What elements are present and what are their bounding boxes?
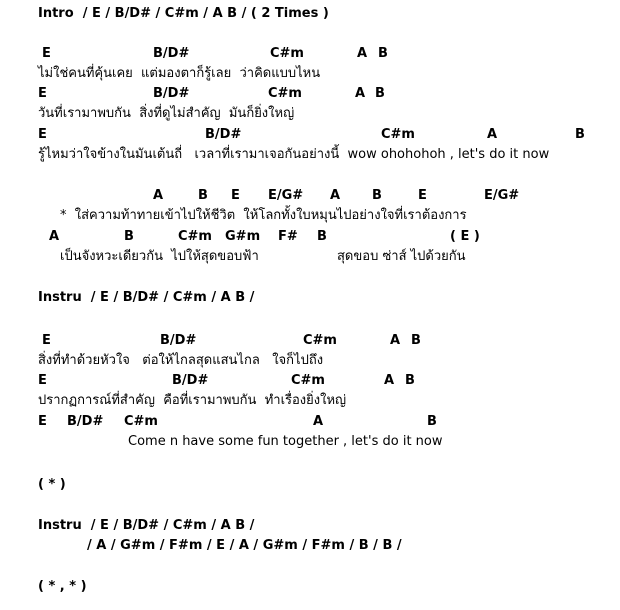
lyric-text: * ใส่ความท้าทายเข้าไปให้ชีวิต ให้โลกทั้งใบหมุนไปอย่างใจที่เราต้องการ xyxy=(60,208,467,223)
chord: A xyxy=(357,46,368,61)
chord: E/G# xyxy=(484,188,520,203)
lyric-text: เป็นจังหวะเดียวกัน ไปให้สุดขอบฟ้า xyxy=(60,249,259,264)
verse1-line1-lyric xyxy=(0,64,620,84)
chord: A xyxy=(49,229,60,244)
intro-label: Intro / E / B/D# / C#m / A B / ( 2 Times ) xyxy=(38,6,329,21)
chord: E xyxy=(418,188,427,203)
chord: A xyxy=(390,333,401,348)
chord: E xyxy=(231,188,240,203)
chord: B/D# xyxy=(172,373,209,388)
chord: C#m xyxy=(381,127,415,142)
verse2-line3-chords xyxy=(0,412,620,432)
lyric-text: วันที่เรามาพบกัน สิ่งที่ดูไม่สำคัญ มันก็ยิ่งใหญ่ xyxy=(38,106,295,121)
chord: G#m xyxy=(225,229,261,244)
lyric-text: รู้ไหมว่าใจข้างในมันเต้นถี่ เวลาที่เรามาเจอกันอย่างนี้ wow ohohohoh , let's do it now xyxy=(38,147,550,162)
repeat1-line xyxy=(0,475,620,495)
chord: E/G# xyxy=(268,188,304,203)
chord: E xyxy=(38,373,47,388)
chord: B xyxy=(375,86,385,101)
verse2-line2-chords xyxy=(0,371,620,391)
chord: E xyxy=(38,86,47,101)
lyric-text: สิ่งที่ทำด้วยหัวใจ ต่อให้ไกลสุดแสนไกล ใจก็ไปถึง xyxy=(38,353,324,368)
chord: B xyxy=(372,188,382,203)
repeat-marker: ( * , * ) xyxy=(38,579,87,594)
instru2-line1 xyxy=(0,516,620,536)
verse2-line1-lyric xyxy=(0,351,620,371)
verse2-line1-chords xyxy=(0,331,620,351)
lyric-text: ปรากฏการณ์ที่สำคัญ คือที่เรามาพบกัน ทำเรื่องยิ่งใหญ่ xyxy=(38,393,347,408)
chord: B xyxy=(411,333,421,348)
chord: B xyxy=(378,46,388,61)
chord: A xyxy=(153,188,164,203)
chord: E xyxy=(42,333,51,348)
chord: E xyxy=(38,127,47,142)
verse1-line3-chords xyxy=(0,125,620,145)
chorus-line1-lyric xyxy=(0,206,620,226)
verse1-line2-lyric xyxy=(0,104,620,124)
chord: B/D# xyxy=(153,46,190,61)
chord: C#m xyxy=(124,414,158,429)
repeat-marker: ( * ) xyxy=(38,477,66,492)
chord: A xyxy=(313,414,324,429)
repeat2-line xyxy=(0,577,620,597)
chord: B xyxy=(124,229,134,244)
chord: C#m xyxy=(291,373,325,388)
verse1-line1-chords xyxy=(0,44,620,64)
chord: F# xyxy=(278,229,298,244)
chord: B/D# xyxy=(160,333,197,348)
chord: C#m xyxy=(178,229,212,244)
chord: B xyxy=(317,229,327,244)
chorus-line2-chords xyxy=(0,227,620,247)
chord: B/D# xyxy=(153,86,190,101)
chord: B xyxy=(575,127,585,142)
chorus-line1-chords xyxy=(0,186,620,206)
verse1-line3-lyric xyxy=(0,145,620,165)
chord: C#m xyxy=(268,86,302,101)
verse1-line2-chords xyxy=(0,84,620,104)
verse2-line2-lyric xyxy=(0,391,620,411)
verse2-line3-lyric xyxy=(0,432,620,452)
chord: B/D# xyxy=(205,127,242,142)
lyric-text: ไม่ใช่คนที่คุ้นเคย แต่มองตาก็รู้เลย ว่าคิดแบบไหน xyxy=(38,66,321,81)
chord: B xyxy=(198,188,208,203)
chord: B xyxy=(405,373,415,388)
chorus-line2-lyric xyxy=(0,247,620,267)
chord: E xyxy=(42,46,51,61)
instru-label: Instru / E / B/D# / C#m / A B / xyxy=(38,518,255,533)
chord: B/D# xyxy=(67,414,104,429)
chord: C#m xyxy=(270,46,304,61)
instru1-line xyxy=(0,288,620,308)
chord: A xyxy=(487,127,498,142)
chord: E xyxy=(38,414,47,429)
instru2-line2 xyxy=(0,536,620,556)
chord: B xyxy=(427,414,437,429)
chord: A xyxy=(330,188,341,203)
chord: A xyxy=(384,373,395,388)
lyric-text: Come n have some fun together , let's do it now xyxy=(128,434,443,449)
chord: ( E ) xyxy=(450,229,480,244)
instru-label: Instru / E / B/D# / C#m / A B / xyxy=(38,290,255,305)
chord: C#m xyxy=(303,333,337,348)
chord: A xyxy=(355,86,366,101)
lyric-text: สุดขอบ ซ่าส์ ไปด้วยกัน xyxy=(337,249,466,264)
instru-label: / A / G#m / F#m / E / A / G#m / F#m / B / B / xyxy=(87,538,402,553)
intro-line xyxy=(0,4,620,24)
